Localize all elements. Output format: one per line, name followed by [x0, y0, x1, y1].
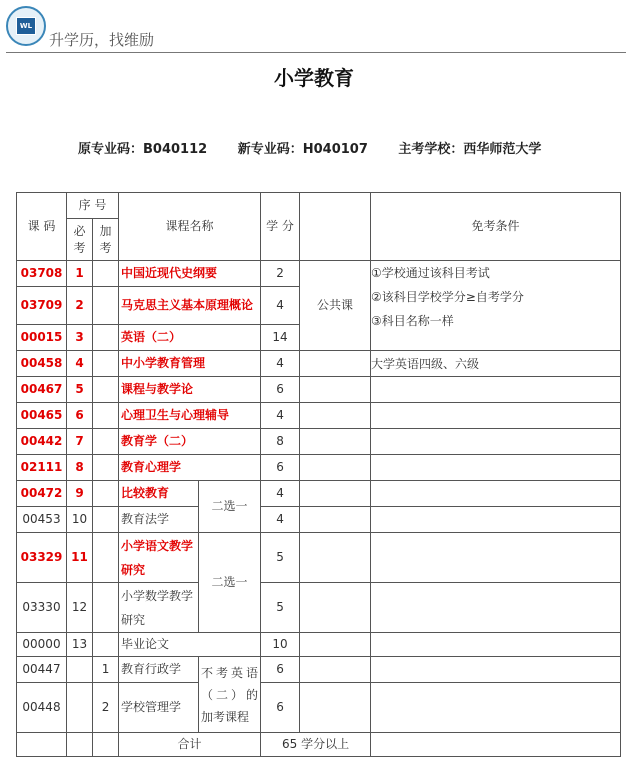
choose-one-note: 二选一 — [199, 481, 261, 533]
blank-cell — [371, 683, 621, 733]
course-credit: 5 — [261, 583, 300, 633]
added-seq — [93, 507, 119, 533]
added-seq — [93, 325, 119, 351]
course-name: 小学语文教学研究 — [119, 533, 199, 583]
course-name: 学校管理学 — [119, 683, 199, 733]
exempt-conditions — [371, 261, 621, 351]
course-code: 00465 — [17, 403, 67, 429]
blank-cell — [300, 481, 371, 507]
course-credit: 5 — [261, 533, 300, 583]
course-credit: 4 — [261, 287, 300, 325]
header-credit: 学 分 — [261, 193, 300, 261]
course-name: 教育法学 — [119, 507, 199, 533]
course-code: 00448 — [17, 683, 67, 733]
required-seq: 3 — [67, 325, 93, 351]
blank-cell — [371, 633, 621, 657]
total-value: 65 学分以上 — [261, 733, 371, 757]
course-code: 00467 — [17, 377, 67, 403]
table-row — [17, 377, 621, 403]
required-seq: 10 — [67, 507, 93, 533]
course-code: 00015 — [17, 325, 67, 351]
course-name: 英语（二） — [119, 325, 261, 351]
logo-emblem-icon: WL — [16, 17, 36, 35]
blank-cell — [300, 351, 371, 377]
table-row — [17, 657, 621, 683]
course-name: 课程与教学论 — [119, 377, 261, 403]
blank-cell — [371, 583, 621, 633]
major-info-line — [78, 138, 567, 157]
blank-cell — [300, 455, 371, 481]
course-code: 02111 — [17, 455, 67, 481]
blank-cell — [300, 429, 371, 455]
course-name: 教育心理学 — [119, 455, 261, 481]
course-credit: 14 — [261, 325, 300, 351]
header-seq: 序 号 — [67, 193, 119, 219]
course-credit: 10 — [261, 633, 300, 657]
blank-cell — [300, 633, 371, 657]
blank-cell — [371, 507, 621, 533]
course-name: 毕业论文 — [119, 633, 261, 657]
added-seq: 1 — [93, 657, 119, 683]
exempt-condition-2: ②该科目学校学分≥自考学分 — [371, 290, 524, 304]
course-code: 03329 — [17, 533, 67, 583]
table-row — [17, 455, 621, 481]
course-code: 00000 — [17, 633, 67, 657]
header-divider — [6, 52, 626, 53]
course-credit: 6 — [261, 377, 300, 403]
required-seq — [67, 657, 93, 683]
course-code: 03330 — [17, 583, 67, 633]
choose-one-note: 二选一 — [199, 533, 261, 633]
course-name: 教育学（二） — [119, 429, 261, 455]
course-credit: 6 — [261, 455, 300, 481]
required-seq: 8 — [67, 455, 93, 481]
exempt-condition-3: ③科目名称一样 — [371, 314, 454, 328]
added-seq — [93, 481, 119, 507]
course-credit: 4 — [261, 403, 300, 429]
added-seq: 2 — [93, 683, 119, 733]
blank-cell — [17, 733, 67, 757]
old-major-code: 原专业码：B040112 — [78, 142, 208, 157]
course-code: 03708 — [17, 261, 67, 287]
course-code: 00453 — [17, 507, 67, 533]
course-credit: 4 — [261, 481, 300, 507]
course-code: 00447 — [17, 657, 67, 683]
page-title: 小学教育 — [274, 66, 354, 90]
added-seq — [93, 287, 119, 325]
course-code: 00472 — [17, 481, 67, 507]
added-seq — [93, 351, 119, 377]
table-row — [17, 583, 621, 633]
course-code: 00442 — [17, 429, 67, 455]
blank-cell — [300, 533, 371, 583]
blank-cell — [300, 657, 371, 683]
blank-cell — [371, 657, 621, 683]
table-row — [17, 533, 621, 583]
course-name: 心理卫生与心理辅导 — [119, 403, 261, 429]
header-slogan: 升学历，找维励 — [49, 31, 155, 49]
exempt-condition-1: ①学校通过该科目考试 — [371, 266, 490, 280]
required-seq: 2 — [67, 287, 93, 325]
table-row — [17, 683, 621, 733]
course-credit: 6 — [261, 657, 300, 683]
new-major-code: 新专业码：H040107 — [237, 142, 368, 157]
required-seq: 1 — [67, 261, 93, 287]
required-seq: 11 — [67, 533, 93, 583]
course-credit: 4 — [261, 507, 300, 533]
course-name: 马克思主义基本原理概论 — [119, 287, 261, 325]
header-course-code: 课 码 — [17, 193, 67, 261]
added-seq — [93, 261, 119, 287]
required-seq: 7 — [67, 429, 93, 455]
blank-cell — [300, 377, 371, 403]
total-label: 合计 — [119, 733, 261, 757]
blank-cell — [300, 583, 371, 633]
course-table — [16, 192, 621, 757]
blank-cell — [300, 507, 371, 533]
blank-cell — [371, 429, 621, 455]
blank-cell — [371, 533, 621, 583]
table-row — [17, 403, 621, 429]
table-row — [17, 261, 621, 287]
course-name: 中小学教育管理 — [119, 351, 261, 377]
added-seq — [93, 455, 119, 481]
course-credit: 8 — [261, 429, 300, 455]
school-logo — [6, 6, 46, 46]
added-seq — [93, 377, 119, 403]
required-seq: 9 — [67, 481, 93, 507]
required-seq: 5 — [67, 377, 93, 403]
required-seq: 6 — [67, 403, 93, 429]
table-row — [17, 351, 621, 377]
course-code: 00458 — [17, 351, 67, 377]
added-seq — [93, 533, 119, 583]
total-row — [17, 733, 621, 757]
header-exempt: 免考条件 — [371, 193, 621, 261]
required-seq: 12 — [67, 583, 93, 633]
table-row — [17, 429, 621, 455]
page-header — [0, 0, 628, 56]
header-course-name: 课程名称 — [119, 193, 261, 261]
blank-cell — [371, 733, 621, 757]
public-course-label: 公共课 — [300, 261, 371, 351]
blank-cell — [371, 481, 621, 507]
course-name: 教育行政学 — [119, 657, 199, 683]
added-seq — [93, 633, 119, 657]
table-row — [17, 633, 621, 657]
host-school: 主考学校：西华师范大学 — [398, 142, 542, 157]
added-seq — [93, 583, 119, 633]
added-seq — [93, 403, 119, 429]
course-credit: 6 — [261, 683, 300, 733]
blank-cell — [371, 455, 621, 481]
blank-cell — [300, 403, 371, 429]
exempt-english: 大学英语四级、六级 — [371, 351, 621, 377]
blank-cell — [93, 733, 119, 757]
header-added: 加考 — [93, 219, 119, 261]
no-english-note: 不考英语（二）的加考课程 — [199, 657, 261, 733]
course-name: 小学数学教学研究 — [119, 583, 199, 633]
added-seq — [93, 429, 119, 455]
header-blank — [300, 193, 371, 261]
course-credit: 4 — [261, 351, 300, 377]
course-name: 中国近现代史纲要 — [119, 261, 261, 287]
course-credit: 2 — [261, 261, 300, 287]
blank-cell — [371, 377, 621, 403]
course-name: 比较教育 — [119, 481, 199, 507]
table-row — [17, 481, 621, 507]
required-seq: 13 — [67, 633, 93, 657]
course-code: 03709 — [17, 287, 67, 325]
blank-cell — [300, 683, 371, 733]
header-required: 必考 — [67, 219, 93, 261]
required-seq: 4 — [67, 351, 93, 377]
blank-cell — [67, 733, 93, 757]
blank-cell — [371, 403, 621, 429]
required-seq — [67, 683, 93, 733]
table-row — [17, 507, 621, 533]
